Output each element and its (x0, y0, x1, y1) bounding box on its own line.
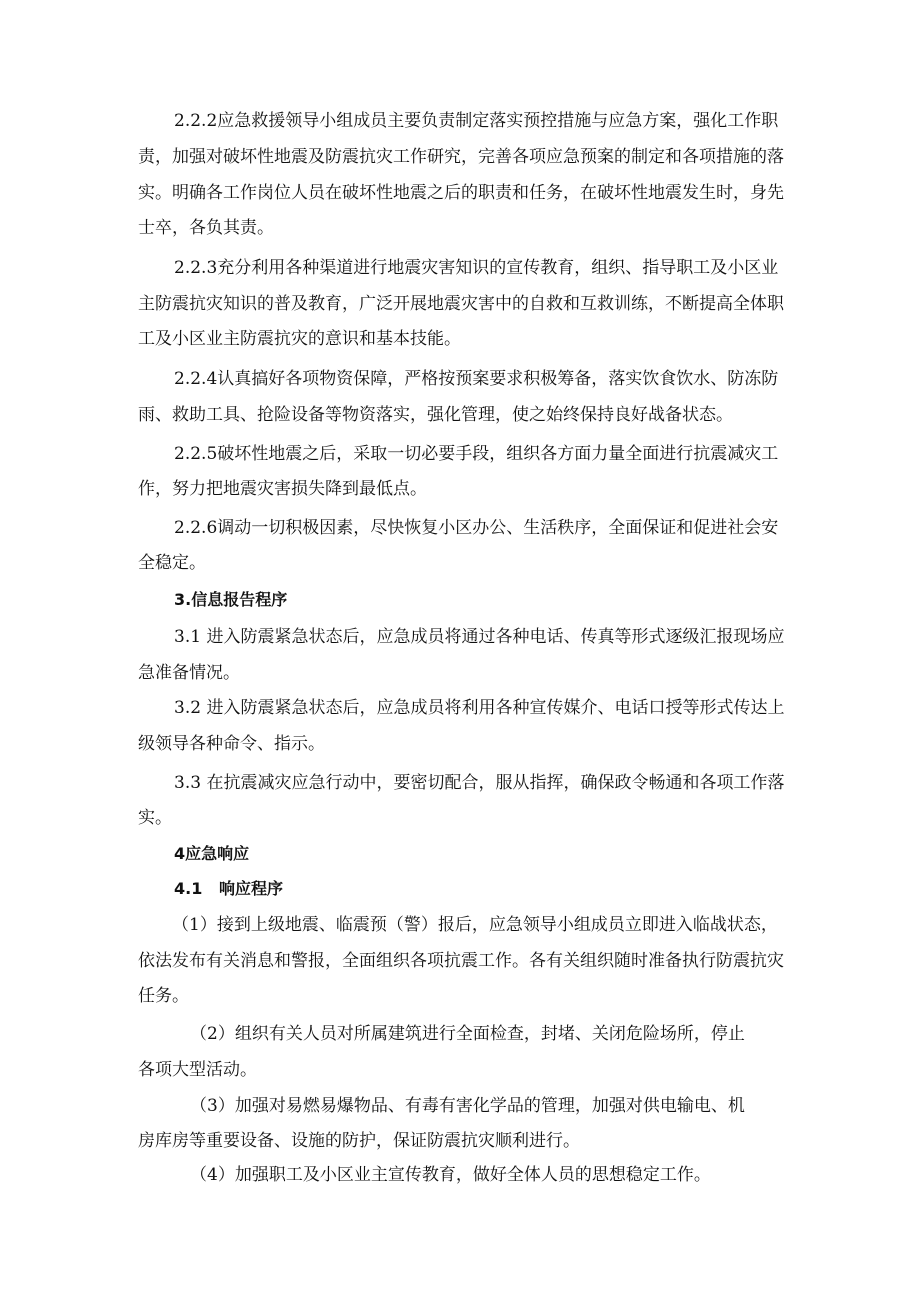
paragraph-2-2-2-line-3: 实。明确各工作岗位人员在破坏性地震之后的职责和任务，在破坏性地震发生时，身先 (138, 183, 784, 203)
response-item-3-line-2: 房库房等重要设备、设施的防护，保证防震抗灾顺利进行。 (138, 1131, 580, 1151)
paragraph-3-1-line-1: 3.1 进入防震紧急状态后，应急成员将通过各种电话、传真等形式逐级汇报现场应 (174, 627, 785, 647)
response-item-2-line-2: 各项大型活动。 (138, 1060, 257, 1080)
heading-section-3: 3.信息报告程序 (174, 590, 288, 609)
paragraph-2-2-3-line-1: 2.2.3充分利用各种渠道进行地震灾害知识的宣传教育，组织、指导职工及小区业 (174, 258, 779, 278)
paragraph-2-2-2-line-4: 士卒，各负其责。 (138, 218, 274, 238)
paragraph-3-2-line-2: 级领导各种命令、指示。 (138, 734, 325, 754)
paragraph-3-2-line-1: 3.2 进入防震紧急状态后，应急成员将利用各种宣传媒介、电话口授等形式传达上 (174, 698, 785, 718)
response-item-2-line-1: （2）组织有关人员对所属建筑进行全面检查，封堵、关闭危险场所，停止 (190, 1024, 745, 1044)
paragraph-2-2-4-line-2: 雨、救助工具、抢险设备等物资落实，强化管理，使之始终保持良好战备状态。 (138, 405, 733, 425)
response-item-4-line-1: （4）加强职工及小区业主宣传教育，做好全体人员的思想稳定工作。 (190, 1165, 711, 1185)
response-item-1-line-3: 任务。 (138, 986, 189, 1006)
paragraph-2-2-5-line-2: 作，努力把地震灾害损失降到最低点。 (138, 479, 427, 499)
paragraph-3-3-line-2: 实。 (138, 808, 172, 828)
paragraph-2-2-6-line-2: 全稳定。 (138, 553, 206, 573)
paragraph-2-2-6-line-1: 2.2.6调动一切积极因素，尽快恢复小区办公、生活秩序，全面保证和促进社会安 (174, 518, 779, 538)
response-item-1-line-2: 依法发布有关消息和警报，全面组织各项抗震工作。各有关组织随时准备执行防震抗灾 (138, 951, 784, 971)
heading-section-4-1: 4.1 响应程序 (174, 879, 284, 898)
paragraph-2-2-3-line-3: 工及小区业主防震抗灾的意识和基本技能。 (138, 329, 461, 349)
paragraph-2-2-4-line-1: 2.2.4认真搞好各项物资保障，严格按预案要求积极筹备，落实饮食饮水、防冻防 (174, 369, 779, 389)
paragraph-3-3-line-1: 3.3 在抗震减灾应急行动中，要密切配合，服从指挥，确保政令畅通和各项工作落 (174, 773, 785, 793)
paragraph-2-2-2-line-2: 责，加强对破坏性地震及防震抗灾工作研究，完善各项应急预案的制定和各项措施的落 (138, 147, 784, 167)
paragraph-2-2-3-line-2: 主防震抗灾知识的普及教育，广泛开展地震灾害中的自救和互救训练，不断提高全体职 (138, 294, 784, 314)
response-item-3-line-1: （3）加强对易燃易爆物品、有毒有害化学品的管理，加强对供电输电、机 (190, 1096, 745, 1116)
paragraph-2-2-5-line-1: 2.2.5破坏性地震之后，采取一切必要手段，组织各方面力量全面进行抗震减灾工 (174, 444, 779, 464)
response-item-1-line-1: （1）接到上级地震、临震预（警）报后，应急领导小组成员立即进入临战状态， (172, 915, 778, 935)
paragraph-3-1-line-2: 急准备情况。 (138, 663, 240, 683)
paragraph-2-2-2-line-1: 2.2.2应急救援领导小组成员主要负责制定落实预控措施与应急方案，强化工作职 (174, 111, 779, 131)
heading-section-4: 4应急响应 (174, 844, 250, 863)
